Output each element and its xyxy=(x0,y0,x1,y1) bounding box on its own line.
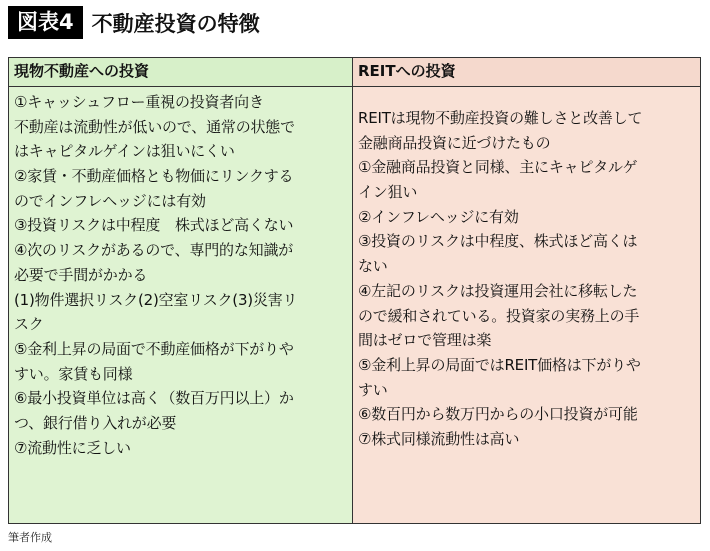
feature-line: イン狙い xyxy=(358,183,418,202)
figure-header xyxy=(8,6,260,39)
feature-line: ⑥最小投資単位は高く（数百万円以上）か xyxy=(14,389,294,408)
feature-line: 不動産は流動性が低いので、通常の状態で xyxy=(14,117,295,136)
feature-line: (1)物件選択リスク(2)空室リスク(3)災害リ xyxy=(14,290,298,309)
feature-line: はキャピタルゲインは狙いにくい xyxy=(14,142,235,161)
header-physical-real-estate: 現物不動産への投資 xyxy=(9,58,353,86)
feature-line: ①金融商品投資と同様、主にキャピタルゲ xyxy=(358,158,638,177)
feature-line: すい。家賃も同様 xyxy=(14,364,133,383)
feature-line: 間はゼロで管理は楽 xyxy=(358,331,492,350)
table-body-row xyxy=(9,87,700,523)
feature-line: REITは現物不動産投資の難しさと改善して xyxy=(358,109,643,127)
feature-line: ⑤金利上昇の局面で不動産価格が下がりや xyxy=(14,339,294,358)
feature-line: つ、銀行借り入れが必要 xyxy=(14,413,177,432)
table-header-row xyxy=(9,58,700,87)
figure-title: 不動産投資の特徴 xyxy=(91,11,260,36)
physical-real-estate-features xyxy=(9,87,353,523)
feature-line: ①キャッシュフロー重視の投資者向き xyxy=(14,93,264,111)
feature-line: ⑥数百円から数万円からの小口投資が可能 xyxy=(358,405,638,424)
source-note: 筆者作成 xyxy=(8,531,52,544)
feature-line: ⑦株式同様流動性は高い xyxy=(358,429,520,448)
feature-line: ない xyxy=(358,257,388,276)
comparison-table xyxy=(8,57,701,524)
feature-line: ④次のリスクがあるので、専門的な知識が xyxy=(14,241,294,260)
reit-features xyxy=(353,87,700,523)
feature-line: ②インフレヘッジに有効 xyxy=(358,207,519,226)
feature-line: ③投資リスクは中程度 株式ほど高くない xyxy=(14,216,294,235)
feature-line: ④左記のリスクは投資運用会社に移転した xyxy=(358,281,638,300)
feature-line: のでインフレヘッジには有効 xyxy=(14,191,206,210)
feature-line: ⑤金利上昇の局面ではREIT価格は下がりや xyxy=(358,355,641,374)
header-reit: REITへの投資 xyxy=(353,58,700,86)
feature-line: すい xyxy=(358,380,388,399)
figure-number-badge: 図表4 xyxy=(8,6,83,39)
feature-line: 必要で手間がかかる xyxy=(14,265,148,284)
feature-line: ②家賃・不動産価格とも物価にリンクする xyxy=(14,167,294,186)
feature-line: ⑦流動性に乏しい xyxy=(14,438,131,457)
feature-line: 金融商品投資に近づけたもの xyxy=(358,133,551,152)
feature-line: スク xyxy=(14,315,44,334)
feature-line: ③投資のリスクは中程度、株式ほど高くは xyxy=(358,232,638,251)
feature-line: ので緩和されている。投資家の実務上の手 xyxy=(358,306,640,325)
